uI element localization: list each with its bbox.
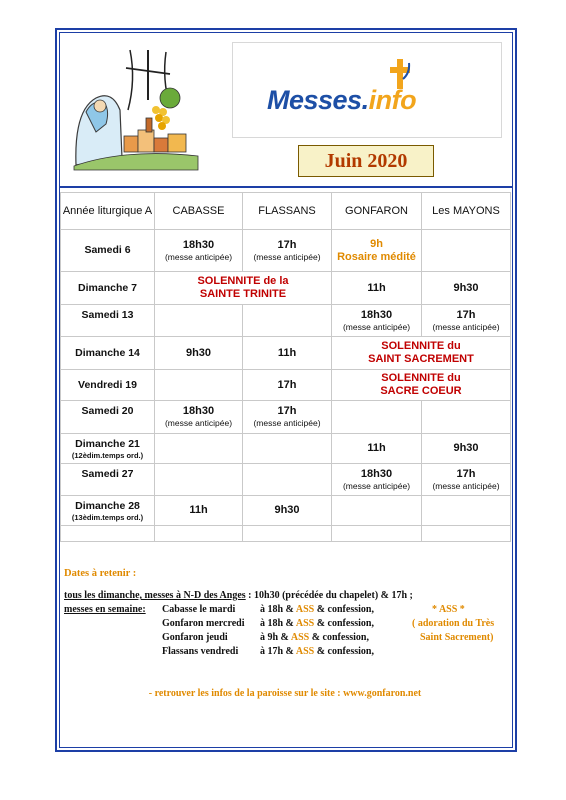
- dates-to-remember-title: Dates à retenir :: [64, 568, 137, 579]
- ass-note: * ASS *: [432, 604, 465, 615]
- table-cell: 9h30: [422, 272, 511, 305]
- logo-word-main: Messes.: [267, 85, 369, 115]
- row-day-label: Samedi 6: [61, 230, 155, 272]
- table-row: [61, 401, 511, 434]
- table-row: [61, 305, 511, 337]
- table-cell: 17h: [243, 370, 332, 401]
- solemnity-cell: SOLENNITE de la SAINTE TRINITE: [155, 272, 332, 305]
- table-cell: 17h (messe anticipée): [243, 230, 332, 272]
- table-cell: 18h30 (messe anticipée): [332, 464, 422, 496]
- row-day-label: Dimanche 14: [61, 337, 155, 370]
- month-banner: [298, 145, 434, 177]
- table-cell: [243, 434, 332, 464]
- logo-word-accent: info: [368, 85, 417, 115]
- table-row: [61, 272, 511, 305]
- sunday-masses-line: tous les dimanche, messes à N-D des Anges : 10h30 (précédée du chapelet) & 17h ;: [64, 590, 413, 601]
- weekday-mass-line: Gonfaron jeudi à 9h & ASS & confession,: [162, 632, 369, 643]
- row-day-label: Dimanche 21 (12èdim.temps ord.): [61, 434, 155, 464]
- row-day-label: Vendredi 19: [61, 370, 155, 401]
- row-day-label: Samedi 13: [61, 305, 155, 337]
- ass-note: Saint Sacrement): [420, 632, 494, 643]
- column-header-gonfaron: GONFARON: [332, 193, 422, 230]
- table-row: [61, 464, 511, 496]
- table-cell: 11h: [155, 496, 243, 526]
- table-cell: 9h30: [243, 496, 332, 526]
- table-cell: 18h30 (messe anticipée): [155, 401, 243, 434]
- table-cell: [422, 230, 511, 272]
- weekday-mass-line: messes en semaine: Cabasse le mardi à 18h & ASS & confession,: [64, 604, 374, 615]
- table-cell: [243, 464, 332, 496]
- table-cell: [155, 434, 243, 464]
- column-header-flassans: FLASSANS: [243, 193, 332, 230]
- table-row-empty: [61, 526, 511, 542]
- table-cell: 17h (messe anticipée): [422, 464, 511, 496]
- row-day-label: Samedi 20: [61, 401, 155, 434]
- table-row: [61, 496, 511, 526]
- table-cell: [332, 496, 422, 526]
- table-cell: 9h Rosaire médité: [332, 230, 422, 272]
- table-cell: [422, 401, 511, 434]
- table-cell: 17h (messe anticipée): [243, 401, 332, 434]
- table-cell: [155, 464, 243, 496]
- column-header-cabasse: CABASSE: [155, 193, 243, 230]
- row-day-label: Dimanche 28 (13èdim.temps ord.): [61, 496, 155, 526]
- weekday-mass-line: Flassans vendredi à 17h & ASS & confession,: [162, 646, 374, 657]
- column-header-les-mayons: Les MAYONS: [422, 193, 511, 230]
- parish-website-note: - retrouver les infos de la paroisse sur le site : www.gonfaron.net: [148, 688, 422, 699]
- table-cell: [155, 305, 243, 337]
- header-separator: [59, 186, 513, 188]
- solemnity-cell: SOLENNITE du SAINT SACREMENT: [332, 337, 511, 370]
- table-header-row: [61, 193, 511, 230]
- mass-schedule-table: [60, 192, 511, 542]
- table-cell: 11h: [332, 434, 422, 464]
- table-cell: 18h30 (messe anticipée): [155, 230, 243, 272]
- table-row: [61, 230, 511, 272]
- table-cell: 18h30 (messe anticipée): [332, 305, 422, 337]
- row-day-label: Dimanche 7: [61, 272, 155, 305]
- messes-info-logo: [232, 42, 502, 138]
- table-cell: [332, 401, 422, 434]
- parish-logo-illustration: [66, 40, 206, 178]
- table-cell: [155, 370, 243, 401]
- solemnity-cell: SOLENNITE du SACRE COEUR: [332, 370, 511, 401]
- table-cell: [243, 305, 332, 337]
- table-cell: 11h: [243, 337, 332, 370]
- table-cell: 9h30: [422, 434, 511, 464]
- table-cell: 11h: [332, 272, 422, 305]
- logo-wordmark: [267, 85, 416, 116]
- table-row: [61, 370, 511, 401]
- liturgical-year-label: Année liturgique A: [61, 193, 155, 230]
- month-title: Juin 2020: [324, 149, 408, 172]
- table-row: [61, 337, 511, 370]
- table-row: [61, 434, 511, 464]
- weekday-mass-line: Gonfaron mercredi à 18h & ASS & confession,: [162, 618, 374, 629]
- ass-note: ( adoration du Très: [412, 618, 495, 629]
- table-cell: 9h30: [155, 337, 243, 370]
- table-cell: [422, 496, 511, 526]
- table-cell: 17h (messe anticipée): [422, 305, 511, 337]
- row-day-label: Samedi 27: [61, 464, 155, 496]
